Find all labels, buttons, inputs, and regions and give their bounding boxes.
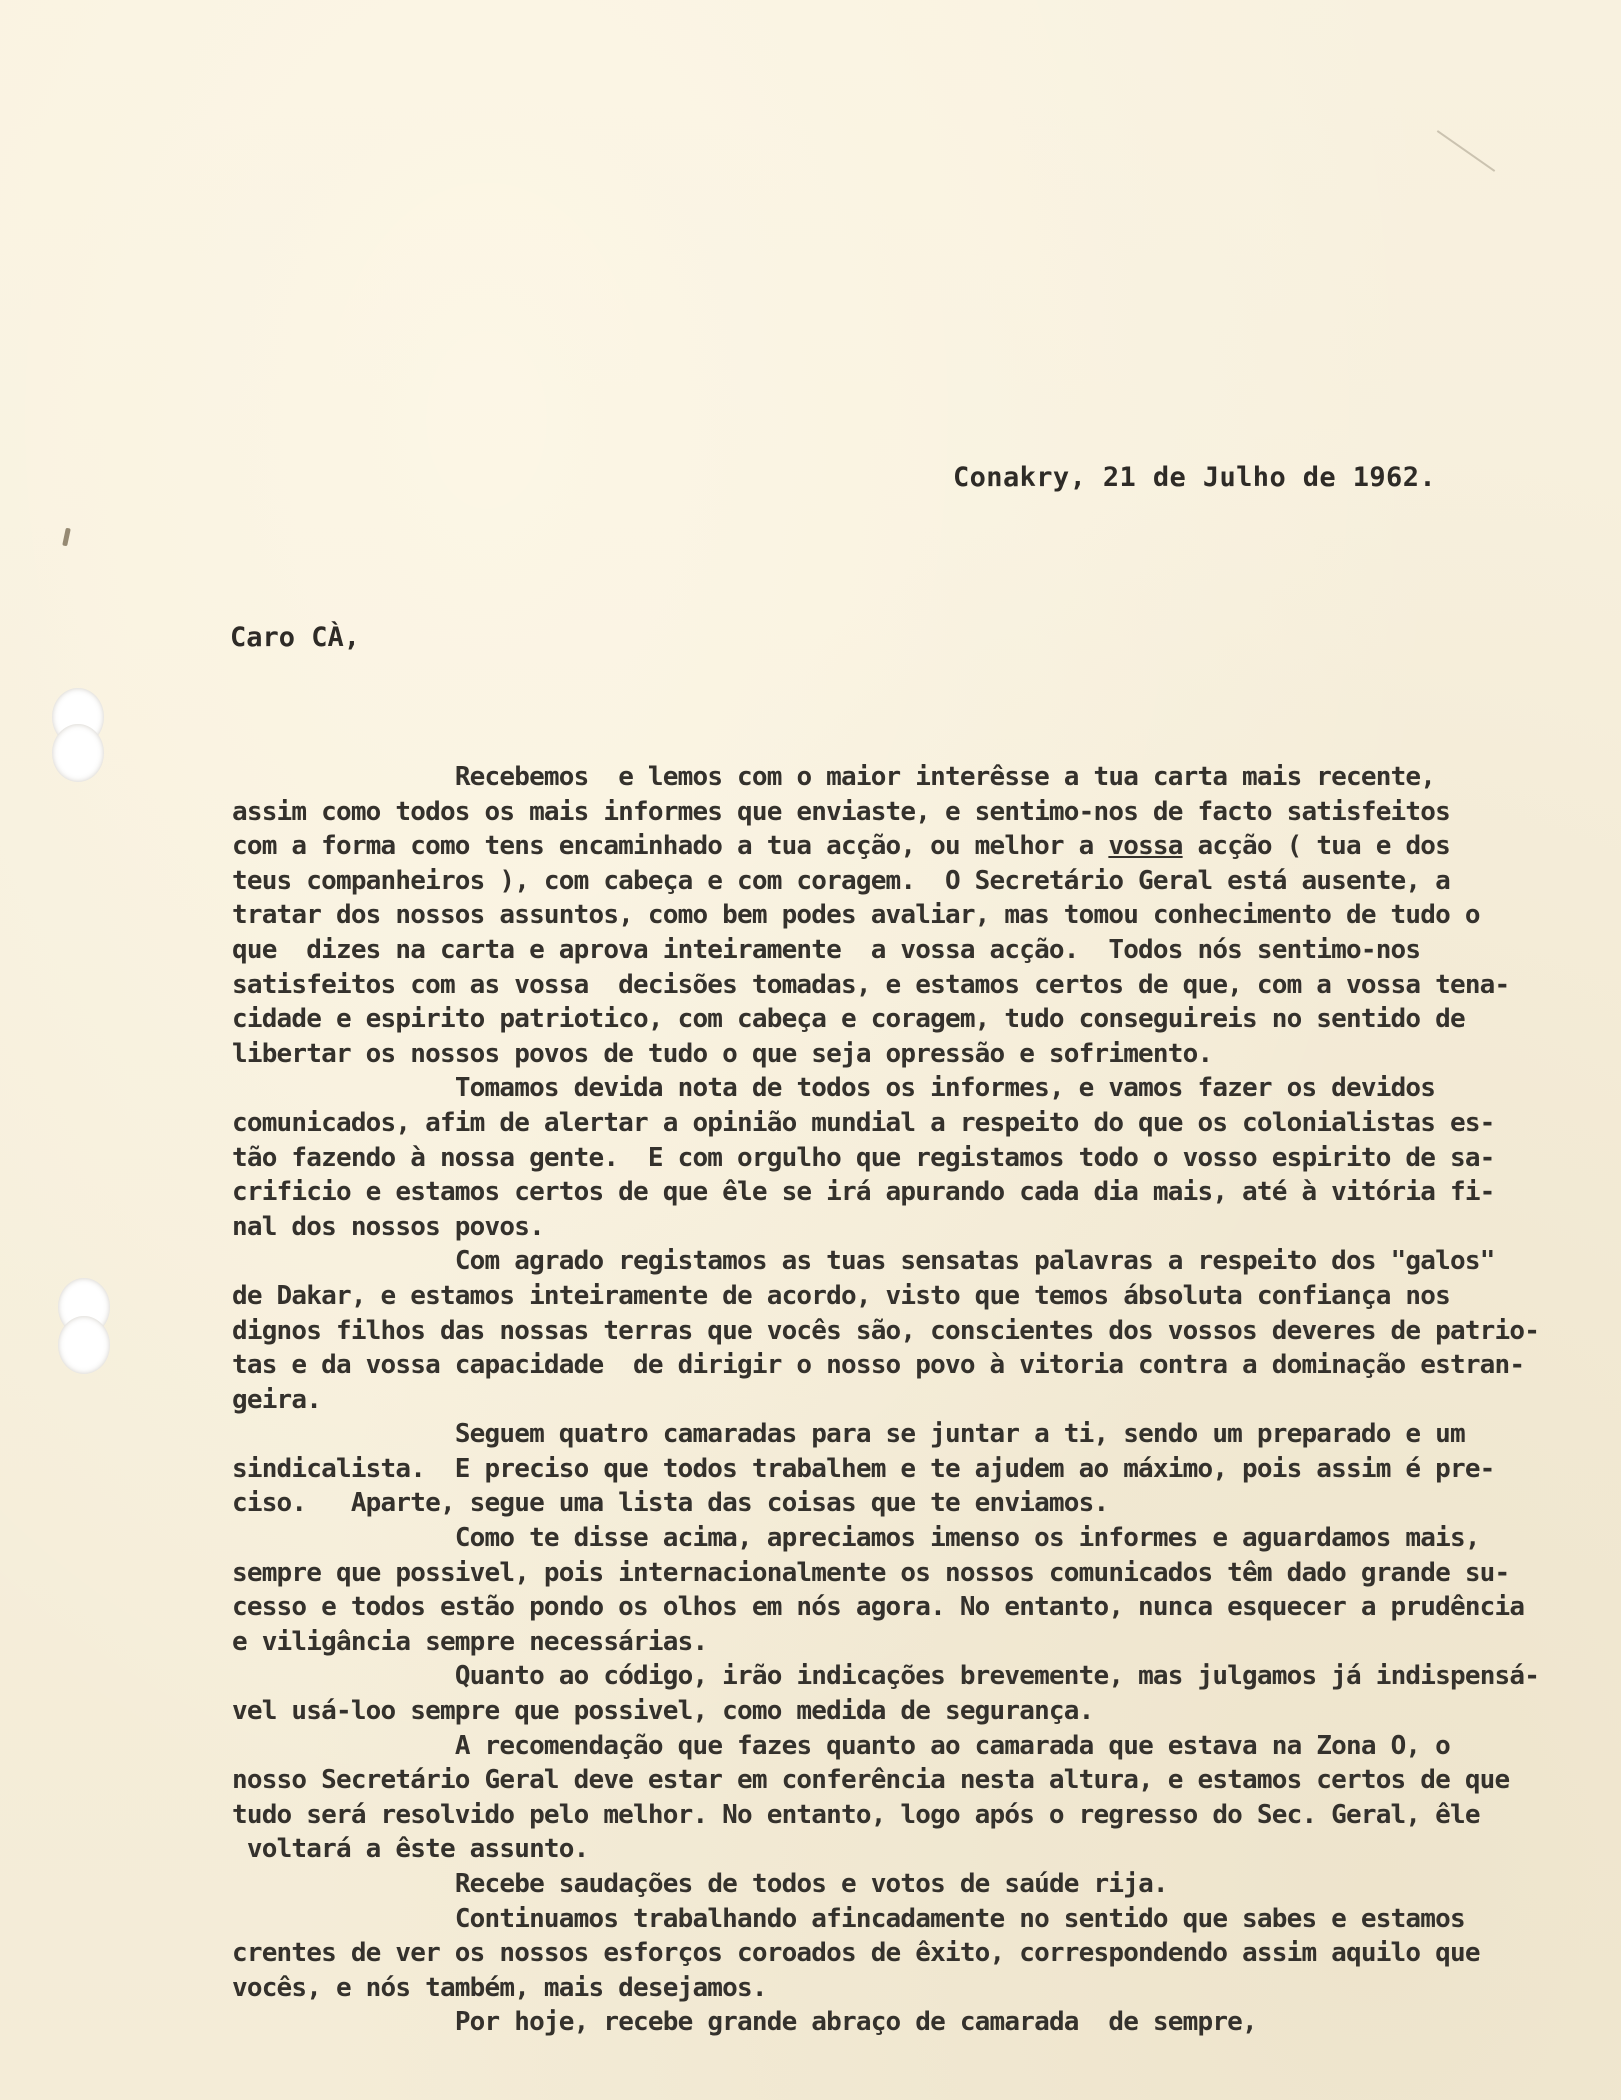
ink-mark [62,528,71,547]
letter-line: voltará a êste assunto. [232,1834,589,1865]
letter-line: Como te disse acima, apreciamos imenso os informes e aguardamos mais, [232,1523,1480,1554]
letter-line: Com agrado registamos as tuas sensatas palavras a respeito dos "galos" [232,1246,1495,1277]
letter-line: crentes de ver os nossos esforços coroados de êxito, correspondendo assim aquilo que [232,1938,1480,1969]
letter-line: Recebemos e lemos com o maior interêsse a tua carta mais recente, [232,762,1436,792]
letter-line: geira. [232,1384,322,1415]
letter-line: Por hoje, recebe grande abraço de camarada de sempre, [232,2007,1257,2038]
letter-line: de Dakar, e estamos inteiramente de acordo, visto que temos ábsoluta confiança nos [232,1280,1450,1311]
letter-line: tudo será resolvido pelo melhor. No entanto, logo após o regresso do Sec. Geral, êle [232,1799,1480,1830]
letter-line: com a forma como tens encaminhado a tua acção, ou melhor a vossa acção ( tua e dos [232,831,1451,862]
letter-line: vel usá-loo sempre que possivel, como medida de segurança. [232,1696,1094,1727]
punch-hole [58,1316,110,1374]
letter-line: nosso Secretário Geral deve estar em conferência nesta altura, e estamos certos de que [232,1765,1510,1796]
letter-line: Seguem quatro camaradas para se juntar a ti, sendo um preparado e um [232,1419,1465,1450]
letter-line: A recomendação que fazes quanto ao camarada que estava na Zona O, o [232,1730,1450,1761]
letter-line: satisfeitos com as vossa decisões tomadas, e estamos certos de que, com a vossa tena- [232,969,1510,1000]
letter-line: crificio e estamos certos de que êle se irá apurando cada dia mais, até à vitória fi- [232,1177,1495,1208]
letter-line: nal dos nossos povos. [232,1211,544,1242]
letter-line: ciso. Aparte, segue uma lista das coisas que te enviamos. [232,1488,1109,1519]
letter-line: sempre que possivel, pois internacionalmente os nossos comunicados têm dado grande su- [232,1557,1510,1588]
letter-salutation: Caro CÀ, [230,622,361,653]
letter-line: cidade e espirito patriotico, com cabeça e coragem, tudo conseguireis no sentido de [232,1004,1465,1035]
letter-line: e viligância sempre necessárias. [232,1626,708,1657]
letter-line: tão fazendo à nossa gente. E com orgulho que registamos todo o vosso espirito de sa- [232,1142,1495,1173]
letter-line: comunicados, afim de alertar a opinião mundial a respeito do que os colonialistas es- [232,1107,1495,1138]
letter-line: cesso e todos estão pondo os olhos em nós agora. No entanto, nunca esquecer a prudência [232,1592,1525,1623]
letter-line: Tomamos devida nota de todos os informes, e vamos fazer os devidos [232,1073,1436,1104]
letter-line: tas e da vossa capacidade de dirigir o nosso povo à vitoria contra a dominação estran- [232,1350,1525,1381]
letter-line: vocês, e nós também, mais desejamos. [232,1972,767,2003]
letter-line: que dizes na carta e aprova inteiramente a vossa acção. Todos nós sentimo-nos [232,934,1421,965]
letter-line: Quanto ao código, irão indicações brevemente, mas julgamos já indispensá- [232,1661,1540,1692]
letter-line: teus companheiros ), com cabeça e com coragem. O Secretário Geral está ausente, a [232,865,1450,896]
letter-line: assim como todos os mais informes que enviaste, e sentimo-nos de facto satisfeitos [232,796,1450,827]
letter-line: libertar os nossos povos de tudo o que seja opressão e sofrimento. [232,1038,1213,1069]
letter-line: Continuamos trabalhando afincadamente no sentido que sabes e estamos [232,1903,1465,1934]
letter-line: sindicalista. E preciso que todos trabalhem e te ajudem ao máximo, pois assim é pre- [232,1453,1495,1484]
letter-line: dignos filhos das nossas terras que vocês são, conscientes dos vossos deveres de patrio- [232,1315,1540,1346]
letter-line: tratar dos nossos assuntos, como bem podes avaliar, mas tomou conhecimento de tudo o [232,900,1480,931]
punch-hole [52,724,104,782]
letter-body [232,760,1572,2040]
paper-crease [1437,130,1495,172]
letter-dateline: Conakry, 21 de Julho de 1962. [953,462,1437,493]
underlined-word: vossa [1108,831,1183,862]
letter-line: Recebe saudações de todos e votos de saúde rija. [232,1869,1168,1899]
